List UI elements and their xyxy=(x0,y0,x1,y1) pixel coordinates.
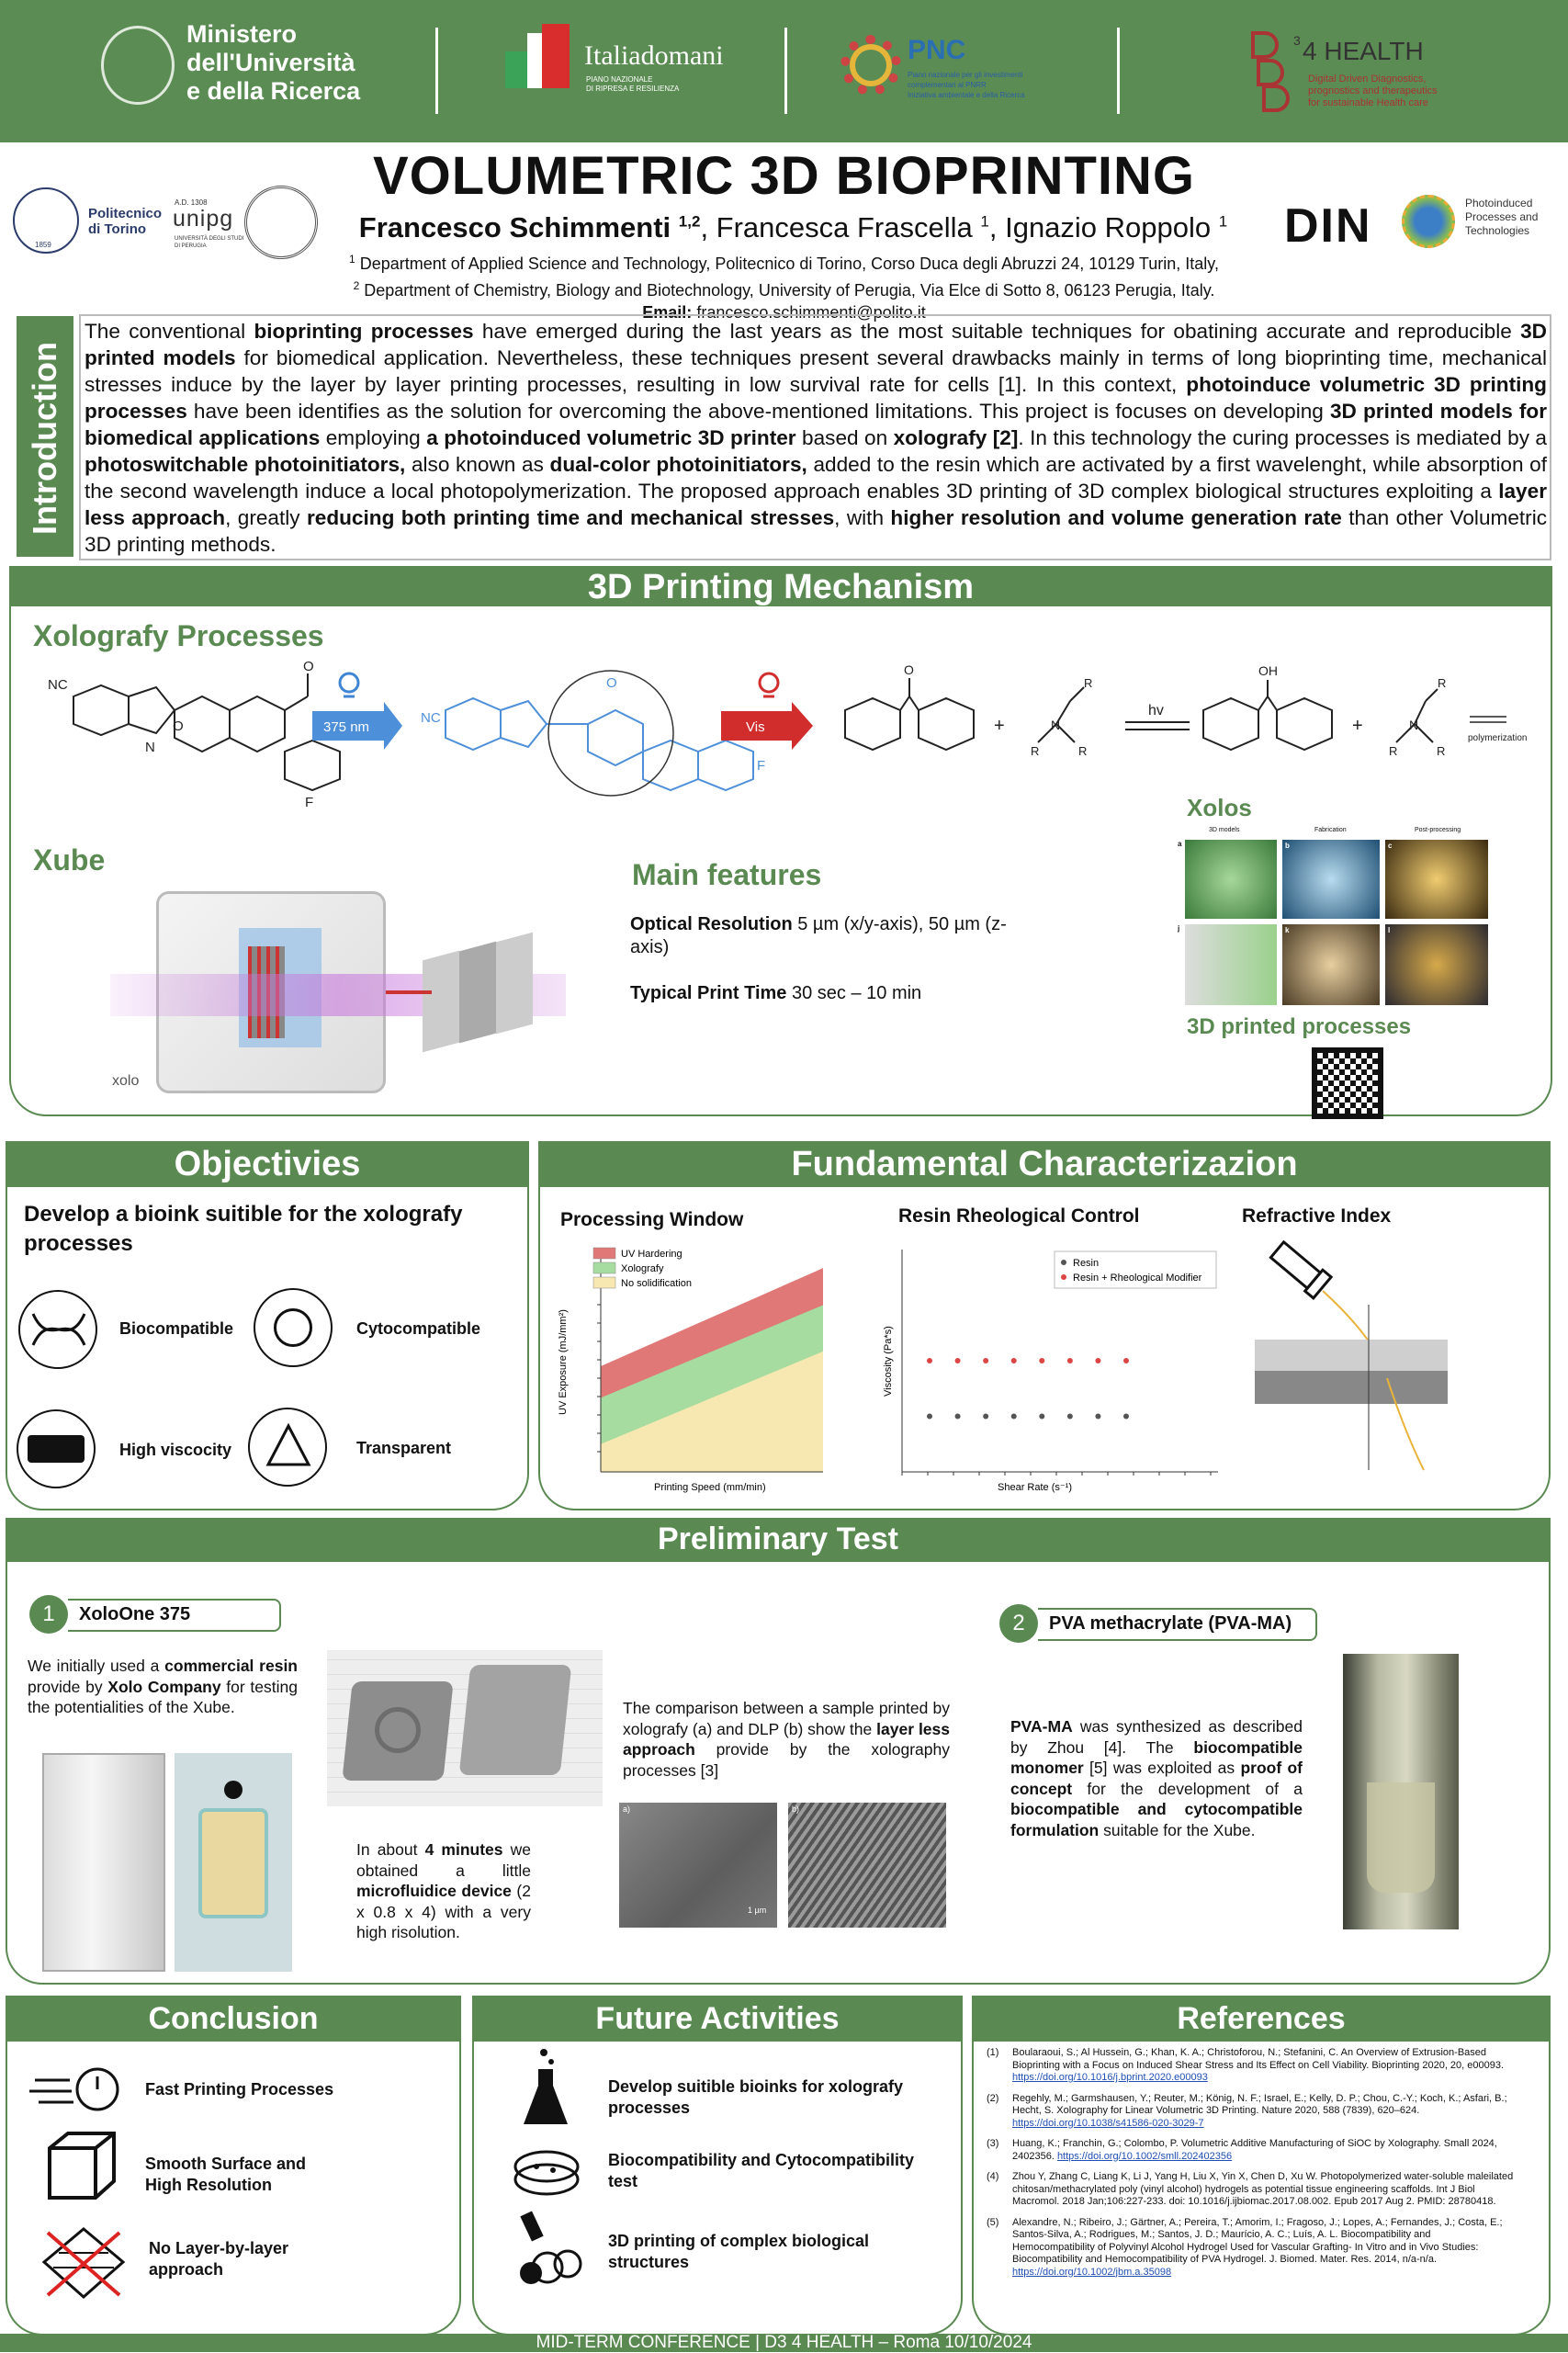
ministry-logo-text: Ministero dell'Università e della Ricerca xyxy=(186,20,361,105)
text-run: [5] was exploited as xyxy=(1083,1759,1241,1777)
pnc-gear-icon xyxy=(840,35,901,96)
xube-device-image xyxy=(110,882,566,1093)
future-item: 3D printing of complex biological structures xyxy=(608,2232,870,2271)
scatter-point xyxy=(1095,1358,1100,1363)
text-run: have been identifies as the solution for overcoming the above-mentioned limitations. This project is focuses on developing xyxy=(186,400,1330,423)
pnc-sub: Piano nazionale per gli investimenti complementari al PNRR Iniziativa ambientale e della Ricerca xyxy=(908,71,1025,99)
references-title: References xyxy=(1177,2001,1346,2036)
conclusion-title: Conclusion xyxy=(148,2001,319,2036)
plus-2: + xyxy=(1352,716,1363,736)
xolos-letter: c xyxy=(1388,842,1393,850)
xolos-grid xyxy=(1172,825,1494,1009)
emphasis-text: higher resolution and volume generation rate xyxy=(890,506,1342,529)
header-divider xyxy=(1117,28,1120,114)
d3-sub: Digital Driven Diagnostics, prognostics and therapeutics for sustainable Health care xyxy=(1308,74,1438,108)
xolo-brand: xolo xyxy=(112,1073,140,1089)
chem-f-1: F xyxy=(305,795,314,810)
text-run: . In this technology the curing processes is mediated by a xyxy=(1018,426,1548,449)
emphasis-text: Xolo Company xyxy=(107,1677,221,1696)
xolos-image xyxy=(1282,840,1380,919)
d3-logo-icon xyxy=(1251,31,1295,114)
text-run: provide by the xolography processes [3] xyxy=(623,1740,950,1780)
header-divider xyxy=(435,28,438,114)
emphasis-text: proof of concept xyxy=(1010,1759,1303,1798)
objective-item: High viscocity xyxy=(119,1441,232,1459)
text-run: also known as xyxy=(405,453,550,476)
text-run: added to the resin which are activated by a first wavelenght, while absorption of the second wavelength induce a local photopolymerization. The proposed approach enables 3D printing of 3D complex biological structures exploiting a xyxy=(85,453,1547,503)
conclusion-item: Fast Printing Processes xyxy=(145,2080,334,2098)
unipg-year: A.D. 1308 xyxy=(175,198,208,207)
text-run: was synthesized as described by Zhou [4]. The xyxy=(1010,1717,1303,1757)
optical-value: 5 µm (x/y-axis), 50 µm (z-axis) xyxy=(630,914,1007,957)
scatter-point xyxy=(1123,1414,1129,1420)
text-run: we obtained a little xyxy=(356,1840,531,1880)
characterization-title: Fundamental Characterizazion xyxy=(791,1145,1298,1183)
aff-1-sup: 1 xyxy=(349,253,355,266)
text-run: for the development of a xyxy=(1072,1779,1303,1798)
cad-render xyxy=(327,1650,603,1806)
xolos-letter: j xyxy=(1178,924,1180,933)
legend-swatch xyxy=(593,1248,615,1259)
references-list xyxy=(987,2047,1516,2287)
emphasis-text: 3D printed models for biomedical applications xyxy=(85,400,1547,449)
y-axis-label: Viscosity (Pa*s) xyxy=(883,1326,894,1397)
header-divider xyxy=(784,28,787,114)
objective-item: Cytocompatible xyxy=(356,1319,481,1338)
objective-item: Transparent xyxy=(356,1439,452,1457)
ketyl-radical xyxy=(1203,680,1332,750)
affiliations xyxy=(0,248,1568,323)
future-item: Biocompatibility and Cytocompatibility test xyxy=(608,2151,915,2190)
emphasis-text: dual-color photoinitiators, xyxy=(549,453,807,476)
scatter-point xyxy=(1011,1414,1017,1420)
reference-text: Alexandre, N.; Ribeiro, J.; Gärtner, A.; Pereira, T.; Amorim, I.; Fragoso, J.; Lopes, A.; Fernandes, J.; Costa, E.; Santos-Silva, A.; Rodrigues, M.; Santos, J. D.; Maurício, A. C.; Luís, A. L. Biocompatibility and Hemocompatibility of Polyvinyl Alcohol Hydrogel Used for Vascular Grafting- In Vitro and in Vivo Studies: Biocompatibility and Hemocompatibility of PVA Hydrogel. J. Biomed. Mater. Res. 2014, n/a-n/a. https://doi.org/10.1002/jbm.a.35098 xyxy=(1012,2216,1503,2278)
reference-link[interactable]: https://doi.org/10.1002/jbm.a.35098 xyxy=(1012,2266,1172,2278)
text-run: than other Volumetric 3D printing methods. xyxy=(85,506,1548,556)
legend-label: UV Hardering xyxy=(621,1249,682,1260)
authors xyxy=(0,211,1568,244)
no-layers-icon xyxy=(40,2225,127,2301)
xolografy-heading: Xolografy Processes xyxy=(33,619,324,652)
xolos-image xyxy=(1185,840,1277,919)
reference-link[interactable]: https://doi.org/10.1002/smll.202402356 xyxy=(1056,2150,1233,2162)
text-run: We initially used a xyxy=(28,1657,165,1675)
sem-image-b xyxy=(788,1803,946,1928)
intro-text xyxy=(85,318,1547,558)
reference-number: (3) xyxy=(987,2138,999,2149)
legend-marker xyxy=(1061,1260,1066,1265)
device-photo xyxy=(175,1753,292,1972)
xolos-image xyxy=(1282,924,1380,1005)
sem-scale: 1 µm xyxy=(748,1906,767,1915)
footer-text: MID-TERM CONFERENCE | D3 4 HEALTH – Roma 10/10/2024 xyxy=(536,2333,1032,2352)
emphasis-text: biocompatible monomer xyxy=(1010,1737,1303,1777)
reference-item xyxy=(987,2047,1516,2085)
y-axis-label: UV Exposure (mJ/mm²) xyxy=(558,1309,569,1415)
reference-number: (1) xyxy=(987,2047,999,2058)
scatter-point xyxy=(955,1358,961,1363)
benzophenone xyxy=(845,678,974,750)
legend-swatch xyxy=(593,1262,615,1273)
future-title: Future Activities xyxy=(595,2001,840,2036)
pva-text xyxy=(1010,1716,1303,1840)
scatter-point xyxy=(1067,1358,1073,1363)
aff-2: Department of Chemistry, Biology and Biotechnology, University of Perugia, Via Elce di Sotto 8, 06123 Perugia, Italy. xyxy=(364,281,1215,300)
legend-marker xyxy=(1061,1274,1066,1280)
step-2-badge: 2 xyxy=(999,1604,1038,1643)
equilibrium-arrows xyxy=(1125,722,1190,730)
text-run: provide by xyxy=(28,1677,108,1696)
step-1-text xyxy=(28,1656,298,1718)
conclusion-item: No Layer-by-layer approach xyxy=(149,2239,289,2279)
text-run: have emerged during the last years as the most suitable techniques for obatining accurate and reproducible xyxy=(473,320,1521,343)
vis-arrow xyxy=(721,702,813,750)
emphasis-text: photoinduce volumetric 3D printing processes xyxy=(85,373,1547,423)
emphasis-text: xolografy [2] xyxy=(893,426,1019,449)
step-2-title: PVA methacrylate (PVA-MA) xyxy=(1049,1613,1292,1634)
poster-title: VOLUMETRIC 3D BIOPRINTING xyxy=(372,146,1196,206)
objectives-heading: Develop a bioink suitible for the xolografy processes xyxy=(24,1202,463,1256)
d3-logo-text: 4 HEALTH xyxy=(1303,37,1424,65)
intro-label-bar xyxy=(17,316,73,557)
unipg-logo-text: unipg xyxy=(173,206,234,232)
italiadomani-flag-icon xyxy=(505,24,579,92)
emphasis-text: reducing both printing time and mechanical stresses xyxy=(306,506,835,529)
emphasis-text: PVA-MA xyxy=(1010,1717,1073,1736)
dna-icon-shape xyxy=(31,1308,86,1351)
reference-text: Huang, K.; Franchin, G.; Colombo, P. Volumetric Additive Manufacturing of SiOC by Xolography. Small 2024, 2402356. https://doi.org/10.1002/smll.202402356 xyxy=(1012,2138,1497,2162)
text-run: for biomedical application. Nevertheless, these techniques present several drawbacks mainly in terms of long bioprinting time, mechanical stresses induce by the layer by layer printing processes, resulting in low survival rate for cells [1]. In this context, xyxy=(85,346,1547,396)
emphasis-text: 3D printed models xyxy=(85,320,1547,369)
emphasis-text: layer less approach xyxy=(85,480,1547,529)
hv-label: hv xyxy=(1148,703,1164,718)
refractive-title: Refractive Index xyxy=(1242,1205,1392,1227)
uv-lamp-icon xyxy=(340,673,358,696)
x-axis-label: Shear Rate (s⁻¹) xyxy=(998,1482,1072,1493)
chem-r-2: R xyxy=(1031,744,1040,758)
vial-photo xyxy=(42,1753,165,1972)
legend-label: Resin xyxy=(1073,1258,1100,1269)
author-2: , Francesca Frascella xyxy=(700,211,973,243)
nm-label: 375 nm xyxy=(323,719,370,735)
stopwatch-icon xyxy=(26,2062,123,2117)
xube-heading: Xube xyxy=(33,843,106,877)
prism-icon-shape xyxy=(265,1422,312,1468)
email-link[interactable]: francesco.schimmenti@polito.it xyxy=(696,303,926,322)
xolos-image xyxy=(1185,924,1277,1005)
xolos-heading: Xolos xyxy=(1187,794,1252,821)
reference-text: Zhou Y, Zhang C, Liang K, Li J, Yang H, Liu X, Yin X, Chen D, Xu W. Photopolymerized water-soluble maleilated chitosan/methacrylated poly (vinyl alcohol) hydrogels as potential tissue engineering scaffolds. Int J Biol Macromol. 2018 Jan;106:227-233. doi: 10.1016/j.ijbiomac.2017.08.002. Epub 2017 Aug 2. PMID: 28780418. xyxy=(1012,2171,1514,2207)
text-run: suitable for the Xube. xyxy=(1099,1820,1256,1839)
scatter-point xyxy=(1123,1358,1129,1363)
chem-n-1: N xyxy=(145,740,155,755)
scatter-point xyxy=(1095,1414,1100,1420)
xolos-image xyxy=(1385,924,1488,1005)
emphasis-text: biocompatible and cytocompatible formulation xyxy=(1010,1800,1303,1839)
vis-label: Vis xyxy=(746,719,765,735)
print-time xyxy=(630,983,1016,1004)
chem-r-5: R xyxy=(1389,744,1398,758)
bioprint-icon xyxy=(507,2209,595,2291)
scatter-point xyxy=(927,1414,932,1420)
xolos-col-label: Fabrication xyxy=(1314,827,1347,833)
printed-processes-heading: 3D printed processes xyxy=(1187,1014,1412,1039)
time-label: Typical Print Time xyxy=(630,983,787,1003)
chem-r-6: R xyxy=(1437,744,1446,758)
chem-o-2: O xyxy=(303,660,314,674)
text-run: , with xyxy=(834,506,891,529)
emphasis-text: commercial resin xyxy=(164,1657,298,1675)
time-value: 30 sec – 10 min xyxy=(791,983,922,1003)
reference-link[interactable]: https://doi.org/10.1038/s41586-020-3029-7 xyxy=(1012,2117,1204,2129)
intro-label: Introduction xyxy=(26,342,63,535)
unipg-sub: UNIVERSITÀ DEGLI STUDI DI PERUGIA xyxy=(175,236,244,249)
cube-icon xyxy=(46,2130,118,2201)
reference-item xyxy=(987,2138,1516,2163)
reference-item xyxy=(987,2093,1516,2131)
polymerization-label: polymerization xyxy=(1468,733,1528,743)
reference-link[interactable]: https://doi.org/10.1016/j.bprint.2020.e00093 xyxy=(1012,2072,1208,2083)
merocyanine-molecule xyxy=(446,698,753,790)
legend-swatch xyxy=(593,1277,615,1288)
reference-text: Boularaoui, S.; Al Hussein, G.; Khan, K. A.; Christoforou, N.; Stefanini, C. An Overview of Extrusion-Based Bioprinting with a Focus on Induced Shear Stress and Its Effect on Cell Viability. Bioprinting 2020, 20, e00093. https://doi.org/10.1016/j.bprint.2020.e00093 xyxy=(1012,2047,1505,2083)
aff-2-sup: 2 xyxy=(353,279,360,292)
text-run: The comparison between a sample printed by xolografy (a) and DLP (b) show the xyxy=(623,1699,950,1738)
email-label: Email: xyxy=(642,303,693,322)
sem-label: b) xyxy=(792,1804,800,1814)
polito-year: 1859 xyxy=(35,241,51,249)
text-run: (2 x 0.8 x 4) with a very high risolution. xyxy=(356,1882,531,1941)
chem-o-1: O xyxy=(173,718,184,734)
pva-vial-photo xyxy=(1343,1654,1459,1929)
chem-oh: OH xyxy=(1258,663,1278,678)
sem-image-a xyxy=(619,1803,777,1928)
amine xyxy=(1038,687,1084,742)
step-1-title: XoloOne 375 xyxy=(79,1604,191,1624)
emphasis-text: photoswitchable photoinitiators, xyxy=(85,453,406,476)
legend-label: No solidification xyxy=(621,1278,693,1289)
optical-label: Optical Resolution xyxy=(630,914,793,934)
italiadomani-logo-text: Italiadomani xyxy=(584,40,724,71)
emphasis-text: a photoinduced volumetric 3D printer xyxy=(426,426,796,449)
xolos-col-label: 3D models xyxy=(1209,827,1240,833)
reference-number: (4) xyxy=(987,2171,999,2182)
sem-label: a) xyxy=(623,1804,631,1814)
ph-logo-text: Photoinduced Processes and Technologies xyxy=(1465,197,1539,237)
emphasis-text: bioprinting processes xyxy=(254,320,474,343)
scatter-point xyxy=(1039,1414,1044,1420)
petri-dish-icon xyxy=(511,2139,582,2203)
medium-top xyxy=(1255,1340,1448,1371)
xolos-letter: a xyxy=(1178,840,1182,848)
optical-resolution xyxy=(630,913,1016,959)
scatter-point xyxy=(983,1414,988,1420)
flashlight-icon xyxy=(1269,1240,1331,1298)
comparison-text xyxy=(623,1698,950,1781)
text-run: employing xyxy=(320,426,427,449)
xolos-letter: b xyxy=(1285,842,1290,850)
step-1-badge: 1 xyxy=(29,1595,68,1634)
chem-r-1: R xyxy=(1084,676,1093,690)
xolos-letter: l xyxy=(1388,926,1391,934)
x-axis-label: Printing Speed (mm/min) xyxy=(654,1482,766,1493)
objective-item: Biocompatible xyxy=(119,1319,234,1338)
emphasis-text: 4 minutes xyxy=(424,1840,503,1859)
author-1-sup: 1,2 xyxy=(678,212,701,231)
reference-number: (5) xyxy=(987,2216,999,2228)
text-run: In about xyxy=(356,1840,425,1859)
author-3-sup: 1 xyxy=(1218,212,1228,231)
objectives-title: Objectivies xyxy=(174,1145,361,1183)
xolografy-scheme xyxy=(37,660,1552,816)
legend-label: Resin + Rheological Modifier xyxy=(1073,1273,1202,1284)
chem-nc-1: NC xyxy=(48,677,68,693)
scatter-point xyxy=(1067,1414,1073,1420)
text-run: based on xyxy=(795,426,894,449)
vis-lamp-icon xyxy=(760,673,778,696)
author-1: Francesco Schimmenti xyxy=(358,211,671,243)
future-item: Develop suitible bioinks for xolografy processes xyxy=(608,2077,904,2117)
reference-item xyxy=(987,2171,1516,2209)
aff-1: Department of Applied Science and Technology, Politecnico di Torino, Corso Duca degli Abruzzi 24, 10129 Turin, Italy, xyxy=(359,255,1219,273)
text-run: for testing the potentialities of the Xube. xyxy=(28,1677,298,1716)
author-2-sup: 1 xyxy=(980,212,989,231)
emphasis-text: layer less approach xyxy=(623,1719,950,1759)
header-bar xyxy=(0,0,1568,142)
d3-superscript: 3 xyxy=(1293,33,1301,48)
viscous-icon-shape xyxy=(28,1435,85,1463)
chem-nc-2: NC xyxy=(421,710,441,726)
conclusion-item: Smooth Surface and High Resolution xyxy=(145,2155,307,2194)
chem-n-2: N xyxy=(1051,718,1061,732)
chem-o-4: O xyxy=(904,662,914,677)
minutes-text xyxy=(356,1839,531,1943)
din-logo-text: DIN xyxy=(1284,199,1372,253)
pnc-logo-text: PNC xyxy=(908,35,966,65)
qr-code[interactable] xyxy=(1312,1047,1383,1119)
chem-o-3: O xyxy=(606,675,617,691)
polymerization-arrow xyxy=(1470,717,1506,722)
reference-number: (2) xyxy=(987,2092,999,2104)
amine-radical xyxy=(1396,689,1438,742)
emphasis-text: microfluidice device xyxy=(356,1882,512,1900)
main-features-heading: Main features xyxy=(632,858,822,891)
plus-1: + xyxy=(994,716,1005,736)
text-run: The conventional xyxy=(85,320,254,343)
refractive-index-diagram xyxy=(1249,1240,1543,1488)
chem-r-3: R xyxy=(1078,744,1088,758)
xolos-letter: k xyxy=(1285,926,1290,934)
italiadomani-sub: PIANO NAZIONALE DI RIPRESA E RESILIENZA xyxy=(586,75,680,93)
scatter-point xyxy=(955,1414,961,1420)
chem-n-3: N xyxy=(1409,718,1419,732)
spiro-molecule xyxy=(73,673,340,790)
preliminary-title: Preliminary Test xyxy=(657,1522,899,1556)
chem-r-4: R xyxy=(1438,676,1447,690)
rheology-title: Resin Rheological Control xyxy=(898,1205,1140,1227)
cell-icon-shape xyxy=(274,1308,312,1347)
medium-bottom xyxy=(1255,1371,1448,1404)
scatter-point xyxy=(983,1358,988,1363)
rheology-chart xyxy=(878,1231,1227,1498)
scatter-point xyxy=(927,1358,932,1363)
flask-icon xyxy=(520,2045,571,2128)
xolos-col-label: Post-processing xyxy=(1415,827,1461,833)
legend-label: Xolografy xyxy=(621,1263,664,1274)
xolos-image xyxy=(1385,840,1488,919)
text-run: , greatly xyxy=(225,506,307,529)
chem-f-2: F xyxy=(757,758,766,774)
processing-window-title: Processing Window xyxy=(560,1209,744,1230)
scatter-point xyxy=(1011,1358,1017,1363)
reference-text: Regehly, M.; Garmshausen, Y.; Reuter, M.; König, N. F.; Israel, E.; Kelly, D. P.; Chou, C.-Y.; Koch, K.; Asfari, B.; Hecht, S. Xolography for Linear Volumetric 3D Printing. Nature 2020, 588 (7839), 620–624. https://doi.org/10.1038/s41586-020-3029-7 xyxy=(1012,2092,1507,2129)
reference-item xyxy=(987,2217,1516,2279)
processing-window-chart xyxy=(547,1231,841,1498)
republic-emblem xyxy=(101,26,175,105)
scatter-point xyxy=(1039,1358,1044,1363)
author-3: , Ignazio Roppolo xyxy=(988,211,1212,243)
polito-logo-text: Politecnico di Torino xyxy=(88,206,163,237)
mechanism-title: 3D Printing Mechanism xyxy=(587,568,975,606)
